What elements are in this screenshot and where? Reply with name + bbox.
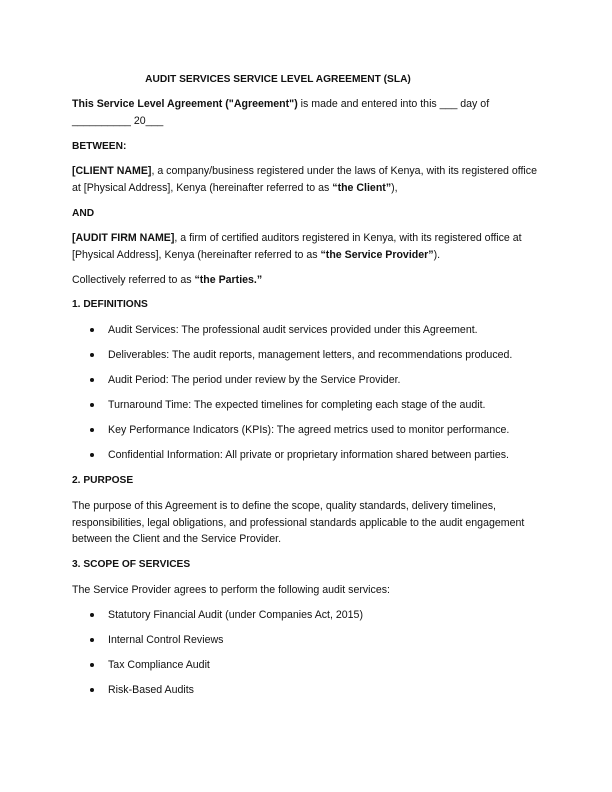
list-item: Internal Control Reviews xyxy=(72,632,542,657)
between-heading: BETWEEN: xyxy=(72,141,127,152)
list-item: Deliverables: The audit reports, management letters, and recommendations produced. xyxy=(72,347,542,372)
purpose-text: The purpose of this Agreement is to define the scope, quality standards, delivery timelines, responsibilities, legal obligations, and professional standards applicable to the audit engagement between the Client and the Service Provider. xyxy=(72,500,525,545)
intro-paragraph xyxy=(72,96,542,129)
firm-end: ). xyxy=(433,248,441,261)
list-item: Confidential Information: All private or proprietary information shared between parties. xyxy=(72,447,542,472)
definitions-list xyxy=(72,322,542,472)
collective-paragraph xyxy=(72,272,542,289)
client-end: ), xyxy=(391,181,398,194)
firm-text: , a firm of certified auditors registered in Kenya, with its registered office at [Physical Address], Kenya (hereinafter referred to as xyxy=(72,232,522,261)
firm-ref: “the Service Provider” xyxy=(320,248,434,261)
list-item: Turnaround Time: The expected timelines for completing each stage of the audit. xyxy=(72,397,542,422)
collective-text: Collectively referred to as xyxy=(72,274,195,286)
list-item: Audit Period: The period under review by the Service Provider. xyxy=(72,372,542,397)
list-item: Audit Services: The professional audit services provided under this Agreement. xyxy=(72,322,542,347)
intro-text: is made and entered into this ___ day of xyxy=(297,98,490,110)
client-name: [CLIENT NAME] xyxy=(72,165,152,177)
date-line: __________ 20___ xyxy=(72,114,164,127)
scope-heading: 3. SCOPE OF SERVICES xyxy=(72,559,191,570)
client-ref: “the Client” xyxy=(332,181,392,194)
and-heading: AND xyxy=(72,208,95,219)
list-item: Key Performance Indicators (KPIs): The agreed metrics used to monitor performance. xyxy=(72,422,542,447)
list-item: Statutory Financial Audit (under Companies Act, 2015) xyxy=(72,607,542,632)
client-text: , a company/business registered under the laws of Kenya, with its registered office at [Physical Address], Kenya (hereinafter referred to as xyxy=(72,165,537,194)
client-paragraph xyxy=(72,163,542,196)
purpose-heading: 2. PURPOSE xyxy=(72,475,134,486)
document-title: AUDIT SERVICES SERVICE LEVEL AGREEMENT (SLA) xyxy=(145,74,411,85)
list-item: Risk-Based Audits xyxy=(72,682,542,707)
collective-ref: “the Parties.” xyxy=(194,274,263,286)
list-item: Tax Compliance Audit xyxy=(72,657,542,682)
firm-paragraph xyxy=(72,230,542,263)
agreement-label: This Service Level Agreement ("Agreement") xyxy=(72,98,298,110)
scope-intro: The Service Provider agrees to perform the following audit services: xyxy=(72,584,390,596)
scope-list xyxy=(72,607,542,707)
firm-name: [AUDIT FIRM NAME] xyxy=(72,232,175,244)
definitions-heading: 1. DEFINITIONS xyxy=(72,299,148,310)
purpose-paragraph xyxy=(72,498,542,548)
